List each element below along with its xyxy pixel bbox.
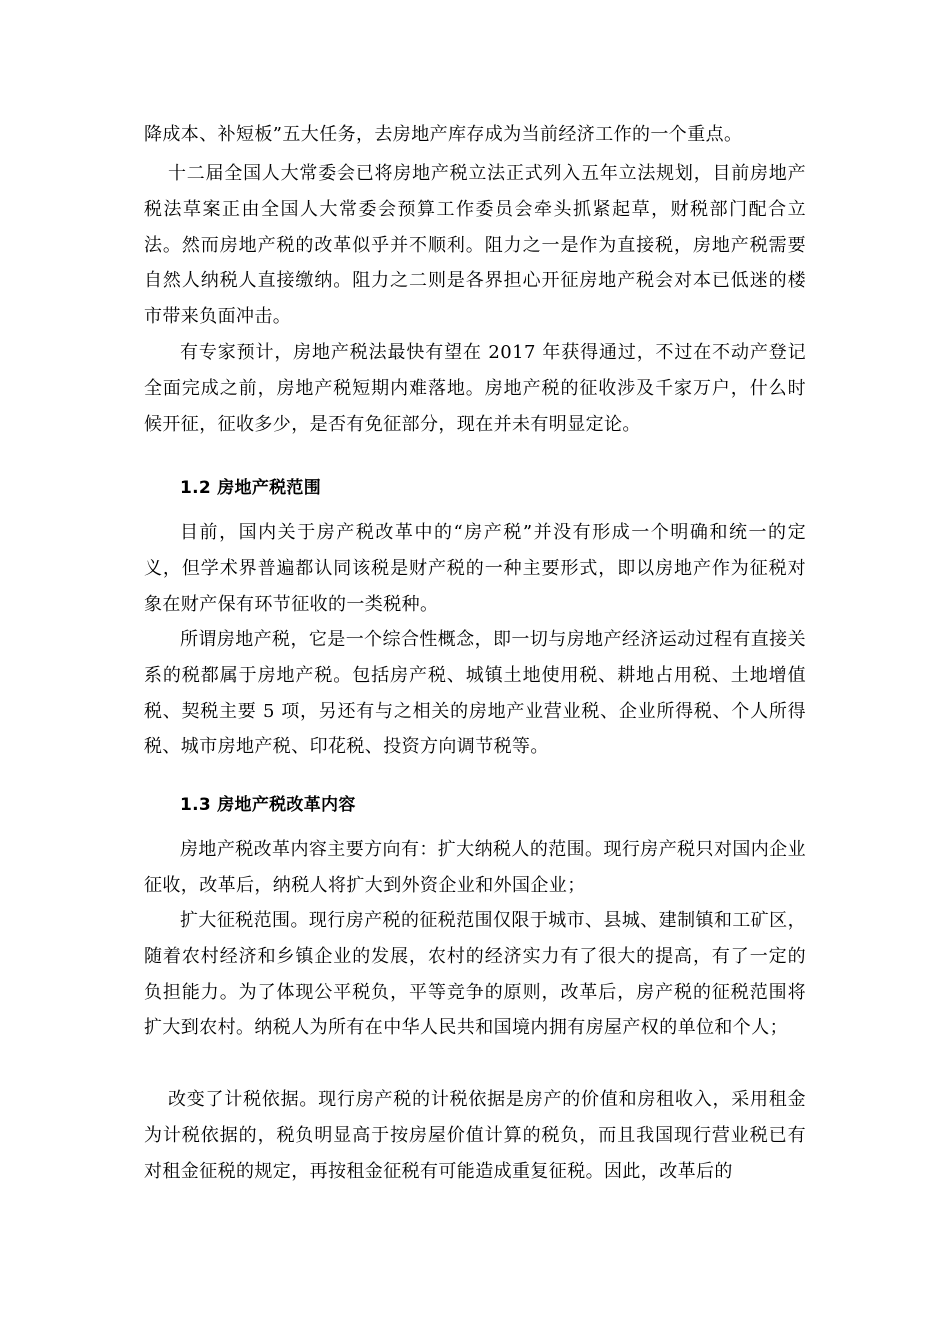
paragraph-reform-taxpayers: 房地产税改革内容主要方向有：扩大纳税人的范围。现行房产税只对国内企业征收，改革后，纳税人将扩大到外资企业和外国企业；: [144, 839, 806, 896]
paragraph-expert-forecast: 有专家预计，房地产税法最快有望在 2017 年获得通过，不过在不动产登记全面完成之前，房地产税短期内难落地。房地产税的征收涉及千家万户，什么时候开征，征收多少，是否有免征部分，现在并未有明显定论。: [144, 342, 806, 435]
paragraph-reform-scope: 扩大征税范围。现行房产税的征税范围仅限于城市、县城、建制镇和工矿区，随着农村经济和乡镇企业的发展，农村的经济实力有了很大的提高，有了一定的负担能力。为了体现公平税负，平等竞争的原则，改革后，房产税的征税范围将扩大到农村。纳税人为所有在中华人民共和国境内拥有房屋产权的单位和个人；: [144, 910, 806, 1039]
paragraph-legislation-plan: 十二届全国人大常委会已将房地产税立法正式列入五年立法规划，目前房地产税法草案正由全国人大常委会预算工作委员会牵头抓紧起草，财税部门配合立法。然而房地产税的改革似乎并不顺利。阻力之一是作为直接税，房地产税需要自然人纳税人直接缴纳。阻力之二则是各界担心开征房地产税会对本已低迷的楼市带来负面冲击。: [144, 163, 806, 328]
section-heading-1-3: 1.3 房地产税改革内容: [180, 795, 356, 815]
paragraph-reform-basis: 改变了计税依据。现行房产税的计税依据是房产的价值和房租收入，采用租金为计税依据的，税负明显高于按房屋价值计算的税负，而且我国现行营业税已有对租金征税的规定，再按租金征税有可能造成重复征税。因此，改革后的: [144, 1089, 806, 1182]
paragraph-scope: 所谓房地产税，它是一个综合性概念，即一切与房地产经济运动过程有直接关系的税都属于房地产税。包括房产税、城镇土地使用税、耕地占用税、土地增值税、契税主要 5 项，另还有与之相关的房地产业营业税、企业所得税、个人所得税、城市房地产税、印花税、投资方向调节税等。: [144, 629, 806, 758]
section-heading-1-2: 1.2 房地产税范围: [180, 478, 322, 498]
paragraph-continuation: 降成本、补短板”五大任务，去房地产库存成为当前经济工作的一个重点。: [144, 124, 743, 145]
paragraph-definition: 目前，国内关于房产税改革中的“房产税”并没有形成一个明确和统一的定义，但学术界普遍都认同该税是财产税的一种主要形式，即以房地产作为征税对象在财产保有环节征收的一类税种。: [144, 522, 806, 615]
